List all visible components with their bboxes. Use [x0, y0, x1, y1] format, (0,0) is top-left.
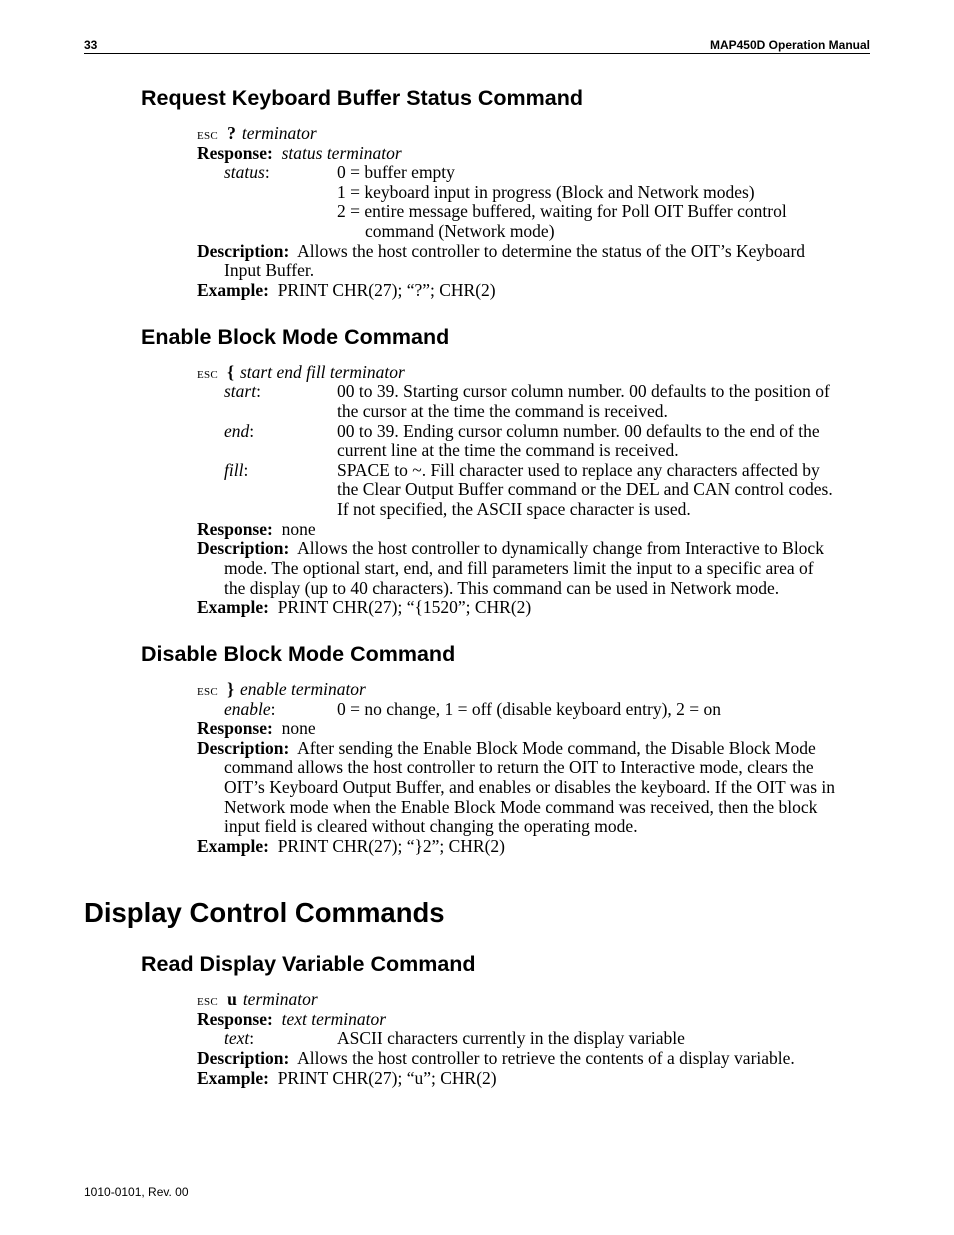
command-symbol: u: [227, 989, 237, 1009]
param-name: fill:: [224, 460, 249, 480]
param-line: 00 to 39. Ending cursor column number. 00 defaults to the end of the: [337, 421, 820, 441]
example-label: Example:: [197, 1068, 269, 1088]
esc-code: ESC: [197, 686, 219, 698]
description-text: Allows the host controller to dynamically change from Interactive to Block: [297, 538, 824, 558]
description-label: Description:: [197, 1048, 290, 1068]
description-text: Input Buffer.: [224, 260, 315, 280]
param-line: the Clear Output Buffer command or the DEL and CAN control codes.: [337, 479, 833, 499]
syntax-params: terminator: [241, 123, 317, 143]
manual-title: MAP450D Operation Manual: [709, 38, 870, 52]
section-title-read-display: Read Display Variable Command: [141, 952, 476, 976]
response-line: [197, 519, 316, 539]
param-line: If not specified, the ASCII space character is used.: [337, 499, 691, 519]
param-line: 1 = keyboard input in progress (Block and Network modes): [337, 182, 755, 202]
response-line: [197, 143, 402, 163]
response-label: Response:: [197, 519, 273, 539]
example-label: Example:: [197, 597, 269, 617]
command-symbol: {: [227, 362, 234, 382]
response-value: none: [281, 519, 316, 539]
param-line: 0 = buffer empty: [337, 162, 455, 182]
param-line: SPACE to ~. Fill character used to replace any characters affected by: [337, 460, 820, 480]
description-line: [197, 1048, 795, 1068]
response-label: Response:: [197, 143, 273, 163]
response-line: [197, 1009, 386, 1029]
example-line: [197, 1068, 497, 1088]
param-line: the cursor at the time the command is received.: [337, 401, 668, 421]
section-title-disable-block: Disable Block Mode Command: [141, 642, 456, 666]
description-line: [197, 738, 816, 758]
chapter-title-display-control: Display Control Commands: [84, 897, 445, 928]
command-symbol: ?: [227, 123, 236, 143]
example-value: PRINT CHR(27); “u”; CHR(2): [277, 1068, 497, 1088]
command-symbol: }: [227, 679, 234, 699]
section-title-keyboard-status: Request Keyboard Buffer Status Command: [141, 86, 584, 110]
description-text: input field is cleared without changing the operating mode.: [224, 816, 638, 836]
example-line: [197, 597, 531, 617]
response-value: none: [281, 718, 316, 738]
response-value: status terminator: [281, 143, 402, 163]
example-line: [197, 836, 505, 856]
example-value: PRINT CHR(27); “}2”; CHR(2): [277, 836, 506, 856]
response-label: Response:: [197, 1009, 273, 1029]
syntax-params: enable terminator: [239, 679, 366, 699]
example-value: PRINT CHR(27); “{1520”; CHR(2): [277, 597, 532, 617]
response-value: text terminator: [281, 1009, 387, 1029]
esc-code: ESC: [197, 369, 219, 381]
response-label: Response:: [197, 718, 273, 738]
example-line: [197, 280, 496, 300]
description-text: OIT’s Keyboard Output Buffer, and enables or disables the keyboard. If the OIT was in: [224, 777, 835, 797]
param-line: current line at the time the command is received.: [337, 440, 679, 460]
response-line: [197, 718, 316, 738]
description-text: Allows the host controller to determine the status of the OIT’s Keyboard: [297, 241, 806, 261]
description-label: Description:: [197, 538, 290, 558]
description-text: Allows the host controller to retrieve the contents of a display variable.: [297, 1048, 795, 1068]
page-footer: 1010-0101, Rev. 00: [84, 1185, 189, 1199]
param-line: command (Network mode): [365, 221, 555, 241]
description-label: Description:: [197, 738, 290, 758]
param-line: 0 = no change, 1 = off (disable keyboard entry), 2 = on: [337, 699, 722, 719]
param-line: ASCII characters currently in the display variable: [337, 1028, 685, 1048]
param-name: start:: [224, 381, 261, 401]
page-header: [84, 38, 870, 54]
param-line: 00 to 39. Starting cursor column number. 00 defaults to the position of: [337, 381, 830, 401]
example-label: Example:: [197, 280, 269, 300]
syntax-params: start end fill terminator: [239, 362, 405, 382]
description-label: Description:: [197, 241, 290, 261]
example-value: PRINT CHR(27); “?”; CHR(2): [277, 280, 496, 300]
description-text: Network mode when the Enable Block Mode command was received, then the block: [224, 797, 818, 817]
param-name: end:: [224, 421, 255, 441]
param-name: text:: [224, 1028, 255, 1048]
section-title-enable-block: Enable Block Mode Command: [141, 325, 450, 349]
esc-code: ESC: [197, 130, 219, 142]
description-text: the display (up to 40 characters). This command can be used in Network mode.: [224, 578, 780, 598]
param-line: 2 = entire message buffered, waiting for Poll OIT Buffer control: [337, 201, 787, 221]
description-text: After sending the Enable Block Mode command, the Disable Block Mode: [297, 738, 816, 758]
param-name: enable:: [224, 699, 276, 719]
syntax-params: terminator: [242, 989, 318, 1009]
description-text: mode. The optional start, end, and fill parameters limit the input to a specific area of: [224, 558, 814, 578]
example-label: Example:: [197, 836, 269, 856]
esc-code: ESC: [197, 996, 219, 1008]
description-line: [197, 538, 824, 558]
description-text: command allows the host controller to return the OIT to Interactive mode, clears the: [224, 757, 814, 777]
page-number: 33: [84, 38, 98, 52]
description-line: [197, 241, 805, 261]
param-name: status:: [224, 162, 270, 182]
